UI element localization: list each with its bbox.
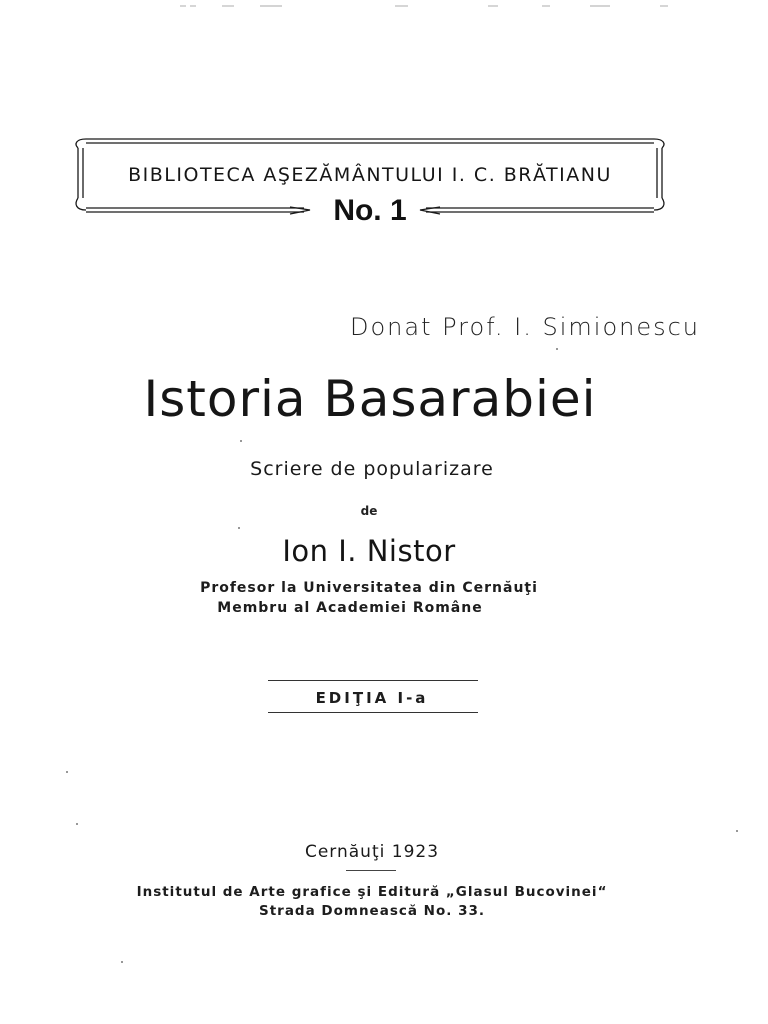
publisher-address: Strada Domnească No. 33. [258, 903, 485, 919]
author-affiliation-academy: Membru al Academiei Române [217, 600, 483, 616]
publisher-line: Institutul de Arte grafice şi Editură „Glasul Bucovinei“ [136, 884, 608, 900]
author-affiliation-university: Profesor la Universitatea din Cernăuţi [200, 580, 538, 596]
scan-speck [736, 830, 738, 832]
donation-note: Donat Prof. I. Simionescu [350, 313, 701, 341]
series-header [72, 136, 668, 227]
scan-speck [76, 823, 78, 825]
by-line: de [360, 504, 378, 518]
book-title: Istoria Basarabiei [143, 370, 597, 428]
scan-artifact-marks [170, 3, 690, 9]
edition-label: EDIŢIA I-a [315, 689, 429, 707]
author-name: Ion I. Nistor [282, 534, 456, 568]
series-title: BIBLIOTECA AŞEZĂMÂNTULUI I. C. BRĂTIANU [128, 164, 612, 186]
scan-speck [121, 961, 123, 963]
edition-rule-top [268, 680, 478, 681]
scan-speck [556, 348, 558, 350]
series-number: No. 1 [333, 194, 407, 227]
scan-speck [240, 440, 242, 442]
imprint-rule [346, 870, 396, 871]
scan-speck [66, 771, 68, 773]
edition-rule-bottom [268, 712, 478, 713]
scan-speck [238, 527, 240, 529]
place-and-year: Cernăuţi 1923 [304, 842, 440, 862]
book-subtitle: Scriere de popularizare [250, 458, 494, 480]
